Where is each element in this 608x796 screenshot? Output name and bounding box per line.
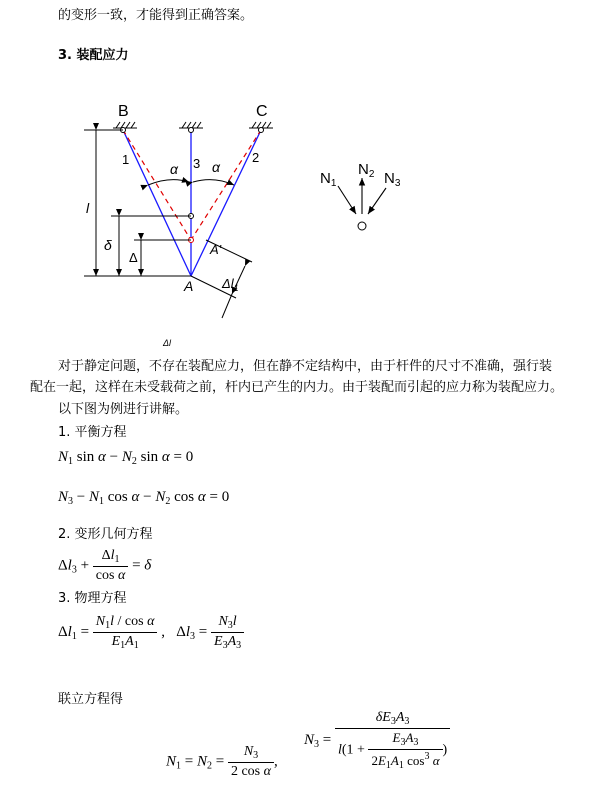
solution-N1-N2: $N_1 = N_2$ = $\frac{N_3}{\text{2 cos α}}$ , — [166, 744, 278, 779]
alpha-right: α — [212, 159, 220, 175]
bar-2 — [191, 130, 261, 276]
paragraph-line-2: 配在一起，这样在未受载荷之前，杆内已产生的内力。由于装配而引起的应力称为装配应力。 — [30, 380, 564, 395]
compatibility-eq: $\Delta l_3$ + $\frac{\Delta l_1}{\text{cos α}}$ = δ — [58, 548, 152, 583]
physical-eq: $\Delta l_1$ = $\frac{N_1l / \cos \alpha}{E_1A_1}$ , $\Delta l_3$ = $\frac{N_3l}{E_3A_3}$ — [58, 614, 244, 651]
dim-dl1: $\Delta l_1$ — [222, 276, 239, 293]
bar-1-assembled — [123, 130, 191, 240]
label-N3: $N_3$ — [384, 170, 401, 189]
equilibrium-eq-1: $N_1$ $\sin \alpha - N_2$ sin α = 0 — [58, 449, 194, 467]
section-title: 3. 装配应力 — [58, 48, 129, 63]
solution-N3: $N_3$ = $\delta E_3A_3$ l(1 + $\frac{E_3A_3}{2E_1A_1 \cos^3 \alpha}$ ) — [304, 710, 450, 771]
stray-dl-label: Δl — [163, 338, 172, 348]
label-C: C — [256, 103, 268, 120]
dim-Delta: Δ — [129, 250, 138, 265]
combine-heading: 联立方程得 — [58, 692, 124, 707]
truss-diagram — [0, 90, 608, 360]
step-2-heading: 2. 变形几何方程 — [58, 527, 153, 542]
alpha-left: α — [170, 161, 178, 177]
force-N3-arrow — [368, 188, 386, 214]
force-N1-arrow — [338, 186, 356, 214]
bar-2-label: 2 — [252, 150, 260, 165]
label-B: B — [118, 103, 129, 120]
paragraph-line-3: 以下图为例进行讲解。 — [58, 402, 189, 417]
step-3-heading: 3. 物理方程 — [58, 591, 127, 606]
dim-l: l — [86, 200, 90, 216]
label-N2: $N_2$ — [358, 161, 375, 180]
label-A-prime: A' — [210, 242, 222, 257]
equilibrium-eq-2: $N_3 - N_1$ $\cos \alpha - N_2$ cos α = 0 — [58, 489, 230, 507]
intro-line: 的变形一致，才能得到正确答案。 — [58, 8, 254, 23]
bar-2-assembled — [191, 130, 261, 240]
force-node — [358, 222, 366, 230]
dim-delta: δ — [104, 237, 112, 253]
paragraph-line-1: 对于静定问题，不存在装配应力，但在静不定结构中，由于杆件的尺寸不准确，强行装 — [58, 359, 553, 374]
support-B — [113, 122, 137, 128]
bar-3-label: 3 — [193, 156, 201, 171]
label-A: A — [184, 278, 194, 294]
bar-1-label: 1 — [122, 152, 130, 167]
label-N1: $N_1$ — [320, 170, 337, 189]
step-1-heading: 1. 平衡方程 — [58, 425, 127, 440]
